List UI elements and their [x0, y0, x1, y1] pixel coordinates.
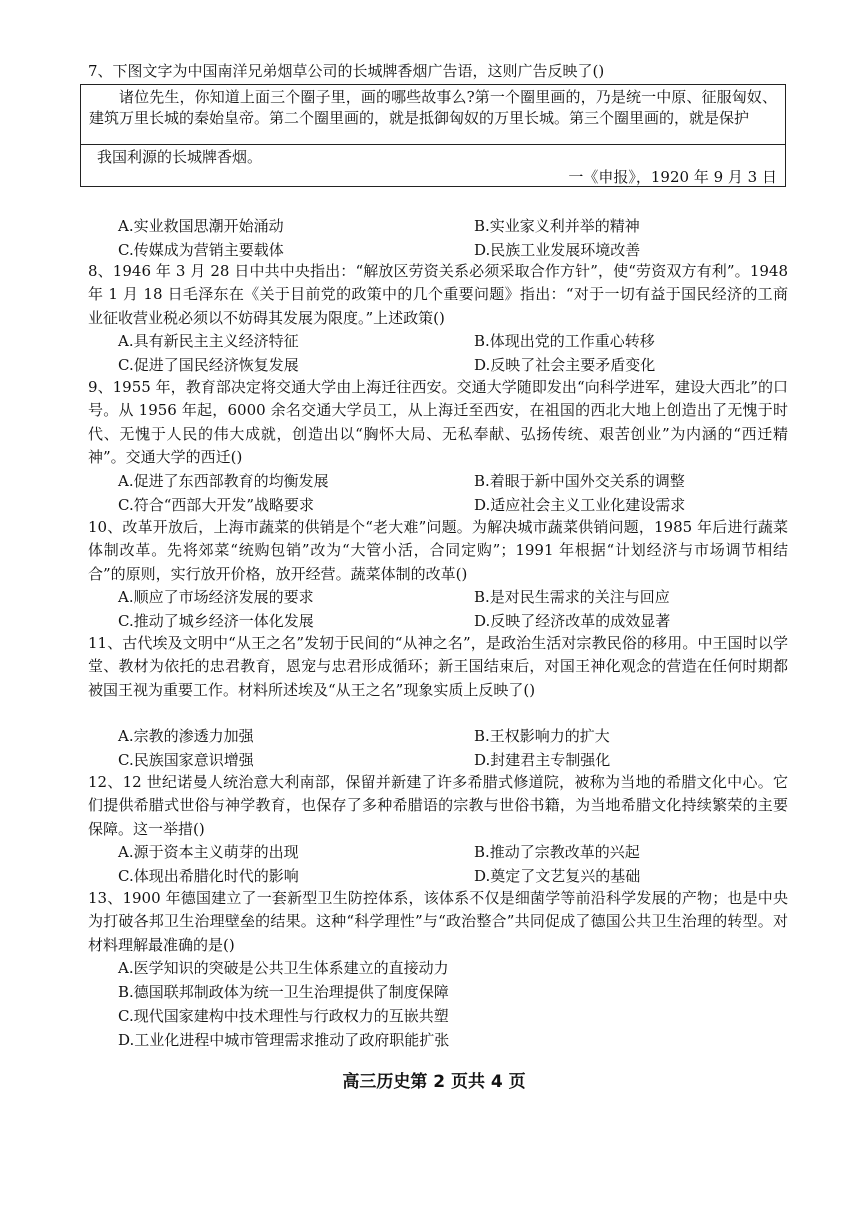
q9-option-a[interactable]: A.促进了东西部教育的均衡发展	[118, 472, 329, 490]
q7-option-d[interactable]: D.民族工业发展环境改善	[474, 241, 641, 259]
q9-option-b[interactable]: B.着眼于新中国外交关系的调整	[474, 472, 685, 490]
q10-option-d[interactable]: D.反映了经济改革的成效显著	[474, 612, 671, 630]
q8-option-a[interactable]: A.具有新民主主义经济特征	[118, 332, 299, 350]
q10-option-c[interactable]: C.推动了城乡经济一体化发展	[118, 612, 314, 630]
advertisement-quote-box	[80, 84, 786, 187]
q11-option-a[interactable]: A.宗教的渗透力加强	[118, 727, 254, 745]
question-13-stem: 13、1900 年德国建立了一套新型卫生防控体系，该体系不仅是细菌学等前沿科学发展的产物；也是中央为打破各邦卫生治理壁垒的结果。这种“科学理性”与“政治整合”共同促成了德国公共卫生治理的转型。对材料理解最准确的是()	[88, 889, 788, 954]
q7-option-a[interactable]: A.实业救国思潮开始涌动	[118, 217, 284, 235]
q7-option-c[interactable]: C.传媒成为营销主要载体	[118, 241, 284, 259]
q9-option-c[interactable]: C.符合“西部大开发”战略要求	[118, 496, 315, 514]
q8-option-b[interactable]: B.体现出党的工作重心转移	[474, 332, 655, 350]
q10-option-b[interactable]: B.是对民生需求的关注与回应	[474, 588, 670, 606]
q9-option-d[interactable]: D.适应社会主义工业化建设需求	[474, 496, 686, 514]
q13-option-a[interactable]: A.医学知识的突破是公共卫生体系建立的直接动力	[118, 959, 449, 977]
quote-source: 一《申报》，1920 年 9 月 3 日	[568, 168, 777, 186]
question-9-stem: 9、1955 年，教育部决定将交通大学由上海迁往西安。交通大学随即发出“向科学进军，建设大西北”的口号。从 1956 年起，6000 余名交通大学员工，从上海迁至西安，在祖国的西北大地上创造出了无愧于时代、无愧于人民的伟大成就，创造出以“胸怀大局、无私奉献、弘扬传统、艰苦创业”为内涵的“西迁精神”。交通大学的西迁()	[88, 378, 788, 466]
q12-option-a[interactable]: A.源于资本主义萌芽的出现	[118, 843, 299, 861]
q11-option-c[interactable]: C.民族国家意识增强	[118, 751, 254, 769]
q13-option-d[interactable]: D.工业化进程中城市管理需求推动了政府职能扩张	[118, 1031, 450, 1049]
q11-option-b[interactable]: B.王权影响力的扩大	[474, 727, 610, 745]
question-11-stem: 11、古代埃及文明中“从王之名”发轫于民间的“从神之名”，是政治生活对宗教民俗的移用。中王国时以学堂、教材为依托的忠君教育，恩宠与忠君形成循环；新王国结束后，对国王神化观念的营造在任何时期都被国王视为重要工作。材料所述埃及“从王之名”现象实质上反映了()	[88, 634, 788, 699]
q11-option-d[interactable]: D.封建君主专制强化	[474, 751, 611, 769]
q13-option-b[interactable]: B.德国联邦制政体为统一卫生治理提供了制度保障	[118, 983, 449, 1001]
q13-option-c[interactable]: C.现代国家建构中技术理性与行政权力的互嵌共塑	[118, 1007, 449, 1025]
quote-paragraph-2: 我国利源的长城牌香烟。	[97, 148, 263, 166]
question-10-stem: 10、改革开放后，上海市蔬菜的供销是个“老大难”问题。为解决城市蔬菜供销问题，1985 年后进行蔬菜体制改革。先将郊菜“统购包销”改为“大管小活，合同定购”；1991 年根据“计划经济与市场调节相结合”的原则，实行放开价格，放开经营。蔬菜体制的改革()	[88, 518, 788, 583]
quote-divider	[81, 144, 785, 145]
question-12-stem: 12、12 世纪诺曼人统治意大利南部，保留并新建了许多希腊式修道院，被称为当地的希腊文化中心。它们提供希腊式世俗与神学教育，也保存了多种希腊语的宗教与世俗书籍，为当地希腊文化持续繁荣的主要保障。这一举措()	[88, 773, 788, 838]
q8-option-d[interactable]: D.反映了社会主要矛盾变化	[474, 356, 656, 374]
q12-option-d[interactable]: D.奠定了文艺复兴的基础	[474, 867, 641, 885]
question-7-stem: 7、下图文字为中国南洋兄弟烟草公司的长城牌香烟广告语，这则广告反映了()	[88, 62, 605, 80]
q8-option-c[interactable]: C.促进了国民经济恢复发展	[118, 356, 299, 374]
q10-option-a[interactable]: A.顺应了市场经济发展的要求	[118, 588, 314, 606]
question-8-stem: 8、1946 年 3 月 28 日中共中央指出：“解放区劳资关系必须采取合作方针”，使“劳资双方有利”。1948 年 1 月 18 日毛泽东在《关于目前党的政策中的几个重要问题》指出：“对于一切有益于国民经济的工商业征收营业税必须以不妨碍其发展为限度。”上述政策()	[88, 262, 788, 327]
q7-option-b[interactable]: B.实业家义利并举的精神	[474, 217, 640, 235]
page-footer: 高三历史第 2 页共 4 页	[342, 1072, 526, 1092]
quote-paragraph-1: 诸位先生，你知道上面三个圈子里，画的哪些故事么?第一个圈里画的，乃是统一中原、征服匈奴、建筑万里长城的秦始皇帝。第二个圈里画的，就是抵御匈奴的万里长城。第三个圈里画的，就是保护	[89, 88, 777, 127]
q12-option-c[interactable]: C.体现出希腊化时代的影响	[118, 867, 299, 885]
q12-option-b[interactable]: B.推动了宗教改革的兴起	[474, 843, 640, 861]
